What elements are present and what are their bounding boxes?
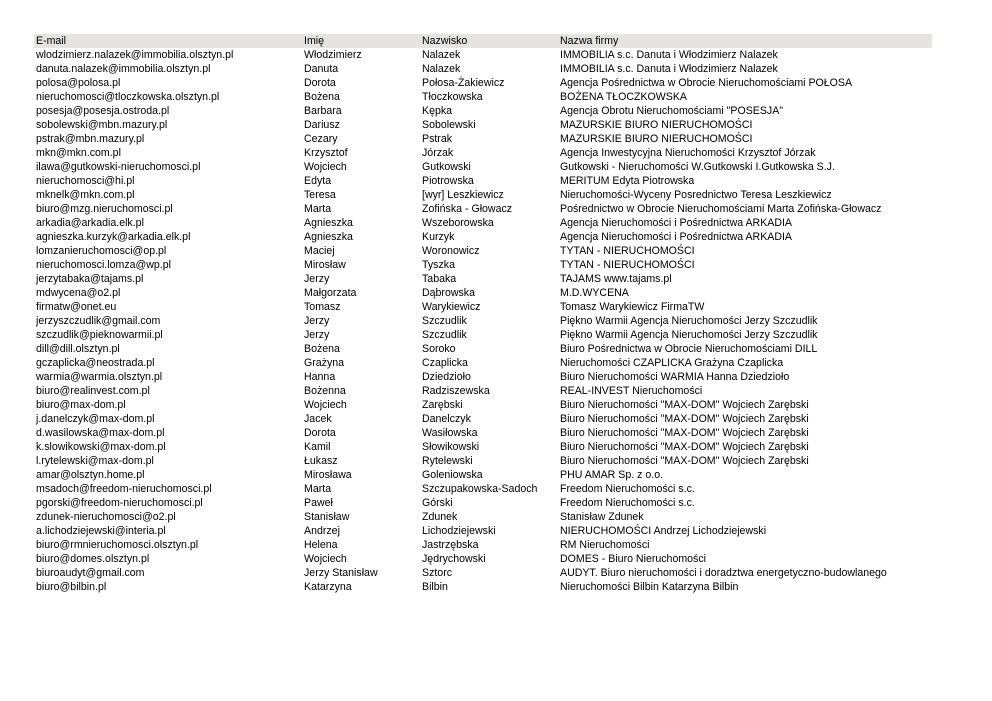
cell-last-name: Rytelewski — [422, 455, 473, 467]
cell-last-name: Nalazek — [422, 63, 461, 75]
cell-company: Nieruchomości-Wyceny Posrednictwo Teresa Leszkiewicz — [560, 189, 832, 201]
cell-first-name: Cezary — [304, 133, 338, 145]
cell-email: j.danelczyk@max-dom.pl — [36, 413, 155, 425]
cell-last-name: Słowikowski — [422, 441, 480, 453]
table-row — [34, 370, 932, 384]
cell-last-name: Tłoczkowska — [422, 91, 483, 103]
cell-email: warmia@warmia.olsztyn.pl — [36, 371, 163, 383]
cell-last-name: Jórzak — [422, 147, 454, 159]
cell-first-name: Dorota — [304, 427, 336, 439]
cell-first-name: Wojciech — [304, 399, 347, 411]
cell-first-name: Wojciech — [304, 553, 347, 565]
table-row — [34, 146, 932, 160]
cell-last-name: Woronowicz — [422, 245, 480, 257]
cell-last-name: Połosa-Żakiewicz — [422, 77, 505, 89]
cell-first-name: Marta — [304, 203, 332, 215]
header-email: E-mail — [36, 35, 67, 47]
cell-first-name: Hanna — [304, 371, 336, 383]
cell-first-name: Agnieszka — [304, 231, 353, 243]
cell-first-name: Jerzy — [304, 273, 330, 285]
cell-company: Pośrednictwo w Obrocie Nieruchomościami Marta Zofińska-Głowacz — [560, 203, 882, 215]
cell-company: Freedom Nieruchomości s.c. — [560, 483, 695, 495]
cell-company: Nieruchomości CZAPLICKA Grażyna Czaplicka — [560, 357, 784, 369]
table-row — [34, 426, 932, 440]
table-row — [34, 398, 932, 412]
table-row — [34, 286, 932, 300]
cell-last-name: Zofińska - Głowacz — [422, 203, 513, 215]
cell-email: biuro@mzg.nieruchomosci.pl — [36, 203, 173, 215]
table-row — [34, 132, 932, 146]
table-row — [34, 244, 932, 258]
cell-first-name: Bożena — [304, 343, 340, 355]
cell-company: DOMES - Biuro Nieruchomości — [560, 553, 706, 565]
cell-company: AUDYT. Biuro nieruchomości i doradztwa energetyczno-budowlanego — [560, 567, 887, 579]
cell-company: Tomasz Warykiewicz FirmaTW — [560, 301, 705, 313]
header-row — [34, 34, 932, 48]
cell-last-name: Zdunek — [422, 511, 458, 523]
cell-first-name: Agnieszka — [304, 217, 353, 229]
table-row — [34, 104, 932, 118]
cell-first-name: Łukasz — [304, 455, 338, 467]
cell-company: RM Nieruchomości — [560, 539, 650, 551]
cell-email: zdunek-nieruchomosci@o2.pl — [36, 511, 176, 523]
cell-email: mkn@mkn.com.pl — [36, 147, 121, 159]
cell-company: Agencja Pośrednictwa w Obrocie Nieruchomościami POŁOSA — [560, 77, 853, 89]
cell-email: amar@olsztyn.home.pl — [36, 469, 145, 481]
table-row — [34, 272, 932, 286]
table-row — [34, 188, 932, 202]
cell-company: BOŻENA TŁOCZKOWSKA — [560, 91, 687, 103]
cell-first-name: Teresa — [304, 189, 336, 201]
cell-company: TAJAMS www.tajams.pl — [560, 273, 672, 285]
cell-last-name: Wszeborowska — [422, 217, 494, 229]
cell-last-name: Kępka — [422, 105, 453, 117]
table-row — [34, 356, 932, 370]
cell-email: biuro@realinvest.com.pl — [36, 385, 150, 397]
cell-first-name: Maciej — [304, 245, 335, 257]
cell-email: pgorski@freedom-nieruchomosci.pl — [36, 497, 203, 509]
table-row — [34, 440, 932, 454]
cell-last-name: Zarębski — [422, 399, 463, 411]
contacts-sheet — [34, 34, 932, 594]
cell-last-name: Lichodziejewski — [422, 525, 496, 537]
cell-email: biuro@rmnieruchomosci.olsztyn.pl — [36, 539, 199, 551]
cell-last-name: [wyr] Leszkiewicz — [422, 189, 504, 201]
cell-email: msadoch@freedom-nieruchomosci.pl — [36, 483, 212, 495]
cell-company: Biuro Nieruchomości "MAX-DOM" Wojciech Zarębski — [560, 413, 809, 425]
cell-email: biuro@max-dom.pl — [36, 399, 126, 411]
cell-company: IMMOBILIA s.c. Danuta i Włodzimierz Nalazek — [560, 63, 778, 75]
cell-last-name: Tyszka — [422, 259, 455, 271]
cell-company: IMMOBILIA s.c. Danuta i Włodzimierz Nalazek — [560, 49, 778, 61]
cell-first-name: Bożena — [304, 91, 340, 103]
table-row — [34, 90, 932, 104]
cell-email: ilawa@gutkowski-nieruchomosci.pl — [36, 161, 201, 173]
table-row — [34, 538, 932, 552]
cell-first-name: Tomasz — [304, 301, 341, 313]
cell-company: TYTAN - NIERUCHOMOŚCI — [560, 245, 695, 257]
table-row — [34, 62, 932, 76]
table-row — [34, 566, 932, 580]
cell-last-name: Gutkowski — [422, 161, 471, 173]
cell-company: MAZURSKIE BIURO NIERUCHOMOŚCI — [560, 119, 753, 131]
cell-email: gczaplicka@neostrada.pl — [36, 357, 155, 369]
cell-first-name: Jacek — [304, 413, 332, 425]
cell-last-name: Szczudlik — [422, 315, 467, 327]
cell-last-name: Danelczyk — [422, 413, 471, 425]
cell-company: MERITUM Edyta Piotrowska — [560, 175, 695, 187]
cell-company: Agencja Obrotu Nieruchomościami "POSESJA" — [560, 105, 784, 117]
cell-last-name: Tabaka — [422, 273, 457, 285]
cell-email: arkadia@arkadia.elk.pl — [36, 217, 144, 229]
table-row — [34, 76, 932, 90]
cell-email: nieruchomosci@tloczkowska.olsztyn.pl — [36, 91, 220, 103]
cell-last-name: Wasiłowska — [422, 427, 478, 439]
cell-company: Nieruchomości Bilbin Katarzyna Bilbin — [560, 581, 739, 593]
cell-company: Agencja Nieruchomości i Pośrednictwa ARKADIA — [560, 231, 792, 243]
cell-last-name: Bilbin — [422, 581, 448, 593]
cell-company: Biuro Nieruchomości WARMIA Hanna Dziedzioło — [560, 371, 790, 383]
cell-last-name: Dziedzioło — [422, 371, 471, 383]
table-body — [34, 48, 932, 594]
table-row — [34, 454, 932, 468]
cell-email: sobolewski@mbn.mazury.pl — [36, 119, 168, 131]
cell-first-name: Mirosław — [304, 259, 346, 271]
cell-first-name: Wojciech — [304, 161, 347, 173]
cell-first-name: Stanisław — [304, 511, 350, 523]
cell-first-name: Helena — [304, 539, 338, 551]
cell-email: szczudlik@pieknowarmii.pl — [36, 329, 163, 341]
cell-first-name: Barbara — [304, 105, 342, 117]
cell-first-name: Paweł — [304, 497, 333, 509]
table-row — [34, 230, 932, 244]
table-row — [34, 384, 932, 398]
cell-email: lomzanieruchomosci@op.pl — [36, 245, 167, 257]
table-row — [34, 412, 932, 426]
cell-email: biuro@domes.olsztyn.pl — [36, 553, 150, 565]
cell-first-name: Jerzy — [304, 329, 330, 341]
table-row — [34, 580, 932, 594]
cell-company: MAZURSKIE BIURO NIERUCHOMOŚCI — [560, 133, 753, 145]
cell-email: mdwycena@o2.pl — [36, 287, 121, 299]
cell-email: a.lichodziejewski@interia.pl — [36, 525, 166, 537]
cell-email: posesja@posesja.ostroda.pl — [36, 105, 170, 117]
cell-company: Piękno Warmii Agencja Nieruchomości Jerzy Szczudlik — [560, 329, 818, 341]
cell-last-name: Soroko — [422, 343, 456, 355]
table-row — [34, 174, 932, 188]
cell-email: k.slowikowski@max-dom.pl — [36, 441, 166, 453]
cell-email: nieruchomosci@hi.pl — [36, 175, 135, 187]
cell-company: Gutkowski - Nieruchomości W.Gutkowski I.Gutkowska S.J. — [560, 161, 835, 173]
table-row — [34, 258, 932, 272]
cell-company: M.D.WYCENA — [560, 287, 629, 299]
cell-last-name: Szczudlik — [422, 329, 467, 341]
table-row — [34, 524, 932, 538]
table-row — [34, 482, 932, 496]
cell-email: danuta.nalazek@immobilia.olsztyn.pl — [36, 63, 211, 75]
cell-first-name: Andrzej — [304, 525, 340, 537]
cell-email: agnieszka.kurzyk@arkadia.elk.pl — [36, 231, 191, 243]
cell-email: biuro@bilbin.pl — [36, 581, 107, 593]
cell-first-name: Katarzyna — [304, 581, 352, 593]
cell-company: Biuro Nieruchomości "MAX-DOM" Wojciech Zarębski — [560, 399, 809, 411]
table-row — [34, 118, 932, 132]
table-row — [34, 314, 932, 328]
cell-company: Biuro Nieruchomości "MAX-DOM" Wojciech Zarębski — [560, 441, 809, 453]
cell-first-name: Dariusz — [304, 119, 340, 131]
cell-last-name: Pstrak — [422, 133, 453, 145]
cell-first-name: Małgorzata — [304, 287, 357, 299]
cell-email: biuroaudyt@gmail.com — [36, 567, 145, 579]
cell-company: Biuro Nieruchomości "MAX-DOM" Wojciech Zarębski — [560, 455, 809, 467]
cell-first-name: Włodzimierz — [304, 49, 362, 61]
header-first-name: Imię — [304, 35, 325, 47]
cell-first-name: Mirosława — [304, 469, 352, 481]
cell-first-name: Dorota — [304, 77, 336, 89]
cell-email: nieruchomosci.lomza@wp.pl — [36, 259, 171, 271]
table-row — [34, 342, 932, 356]
table-row — [34, 202, 932, 216]
table-row — [34, 496, 932, 510]
cell-last-name: Kurzyk — [422, 231, 455, 243]
cell-email: wlodzimierz.nalazek@immobilia.olsztyn.pl — [36, 49, 234, 61]
cell-company: NIERUCHOMOŚCI Andrzej Lichodziejewski — [560, 525, 767, 537]
cell-email: mknelk@mkn.com.pl — [36, 189, 135, 201]
cell-last-name: Radziszewska — [422, 385, 490, 397]
cell-last-name: Jastrzębska — [422, 539, 479, 551]
cell-email: pstrak@mbn.mazury.pl — [36, 133, 145, 145]
cell-last-name: Górski — [422, 497, 453, 509]
cell-last-name: Dąbrowska — [422, 287, 475, 299]
cell-email: firmatw@onet.eu — [36, 301, 117, 313]
cell-email: dill@dill.olsztyn.pl — [36, 343, 120, 355]
table-row — [34, 552, 932, 566]
cell-last-name: Piotrowska — [422, 175, 474, 187]
cell-first-name: Edyta — [304, 175, 332, 187]
cell-first-name: Kamil — [304, 441, 331, 453]
cell-company: Agencja Nieruchomości i Pośrednictwa ARKADIA — [560, 217, 792, 229]
cell-first-name: Danuta — [304, 63, 339, 75]
table-row — [34, 216, 932, 230]
cell-first-name: Marta — [304, 483, 332, 495]
cell-company: Stanisław Zdunek — [560, 511, 644, 523]
table-row — [34, 328, 932, 342]
cell-first-name: Bożenna — [304, 385, 346, 397]
cell-first-name: Jerzy — [304, 315, 330, 327]
cell-last-name: Goleniowska — [422, 469, 483, 481]
cell-last-name: Jędrychowski — [422, 553, 486, 565]
table-row — [34, 510, 932, 524]
header-last-name: Nazwisko — [422, 35, 468, 47]
cell-last-name: Czaplicka — [422, 357, 468, 369]
cell-last-name: Nalazek — [422, 49, 461, 61]
cell-email: jerzyszczudlik@gmail.com — [36, 315, 161, 327]
cell-email: polosa@polosa.pl — [36, 77, 121, 89]
header-company: Nazwa firmy — [560, 35, 619, 47]
cell-last-name: Szczupakowska-Sadoch — [422, 483, 538, 495]
cell-first-name: Jerzy Stanisław — [304, 567, 378, 579]
cell-last-name: Sobolewski — [422, 119, 476, 131]
cell-first-name: Grażyna — [304, 357, 345, 369]
table-row — [34, 160, 932, 174]
cell-company: Freedom Nieruchomości s.c. — [560, 497, 695, 509]
cell-email: d.wasilowska@max-dom.pl — [36, 427, 165, 439]
cell-first-name: Krzysztof — [304, 147, 348, 159]
cell-company: Piękno Warmii Agencja Nieruchomości Jerzy Szczudlik — [560, 315, 818, 327]
cell-company: PHU AMAR Sp. z o.o. — [560, 469, 664, 481]
cell-last-name: Sztorc — [422, 567, 453, 579]
cell-last-name: Warykiewicz — [422, 301, 481, 313]
cell-email: l.rytelewski@max-dom.pl — [36, 455, 154, 467]
table-row — [34, 48, 932, 62]
cell-company: Biuro Pośrednictwa w Obrocie Nieruchomościami DILL — [560, 343, 818, 355]
table-row — [34, 300, 932, 314]
cell-company: TYTAN - NIERUCHOMOŚCI — [560, 259, 695, 271]
cell-email: jerzytabaka@tajams.pl — [36, 273, 144, 285]
table-row — [34, 468, 932, 482]
cell-company: REAL-INVEST Nieruchomości — [560, 385, 703, 397]
cell-company: Biuro Nieruchomości "MAX-DOM" Wojciech Zarębski — [560, 427, 809, 439]
contacts-table — [34, 34, 932, 594]
cell-company: Agencja Inwestycyjna Nieruchomości Krzysztof Jórzak — [560, 147, 816, 159]
